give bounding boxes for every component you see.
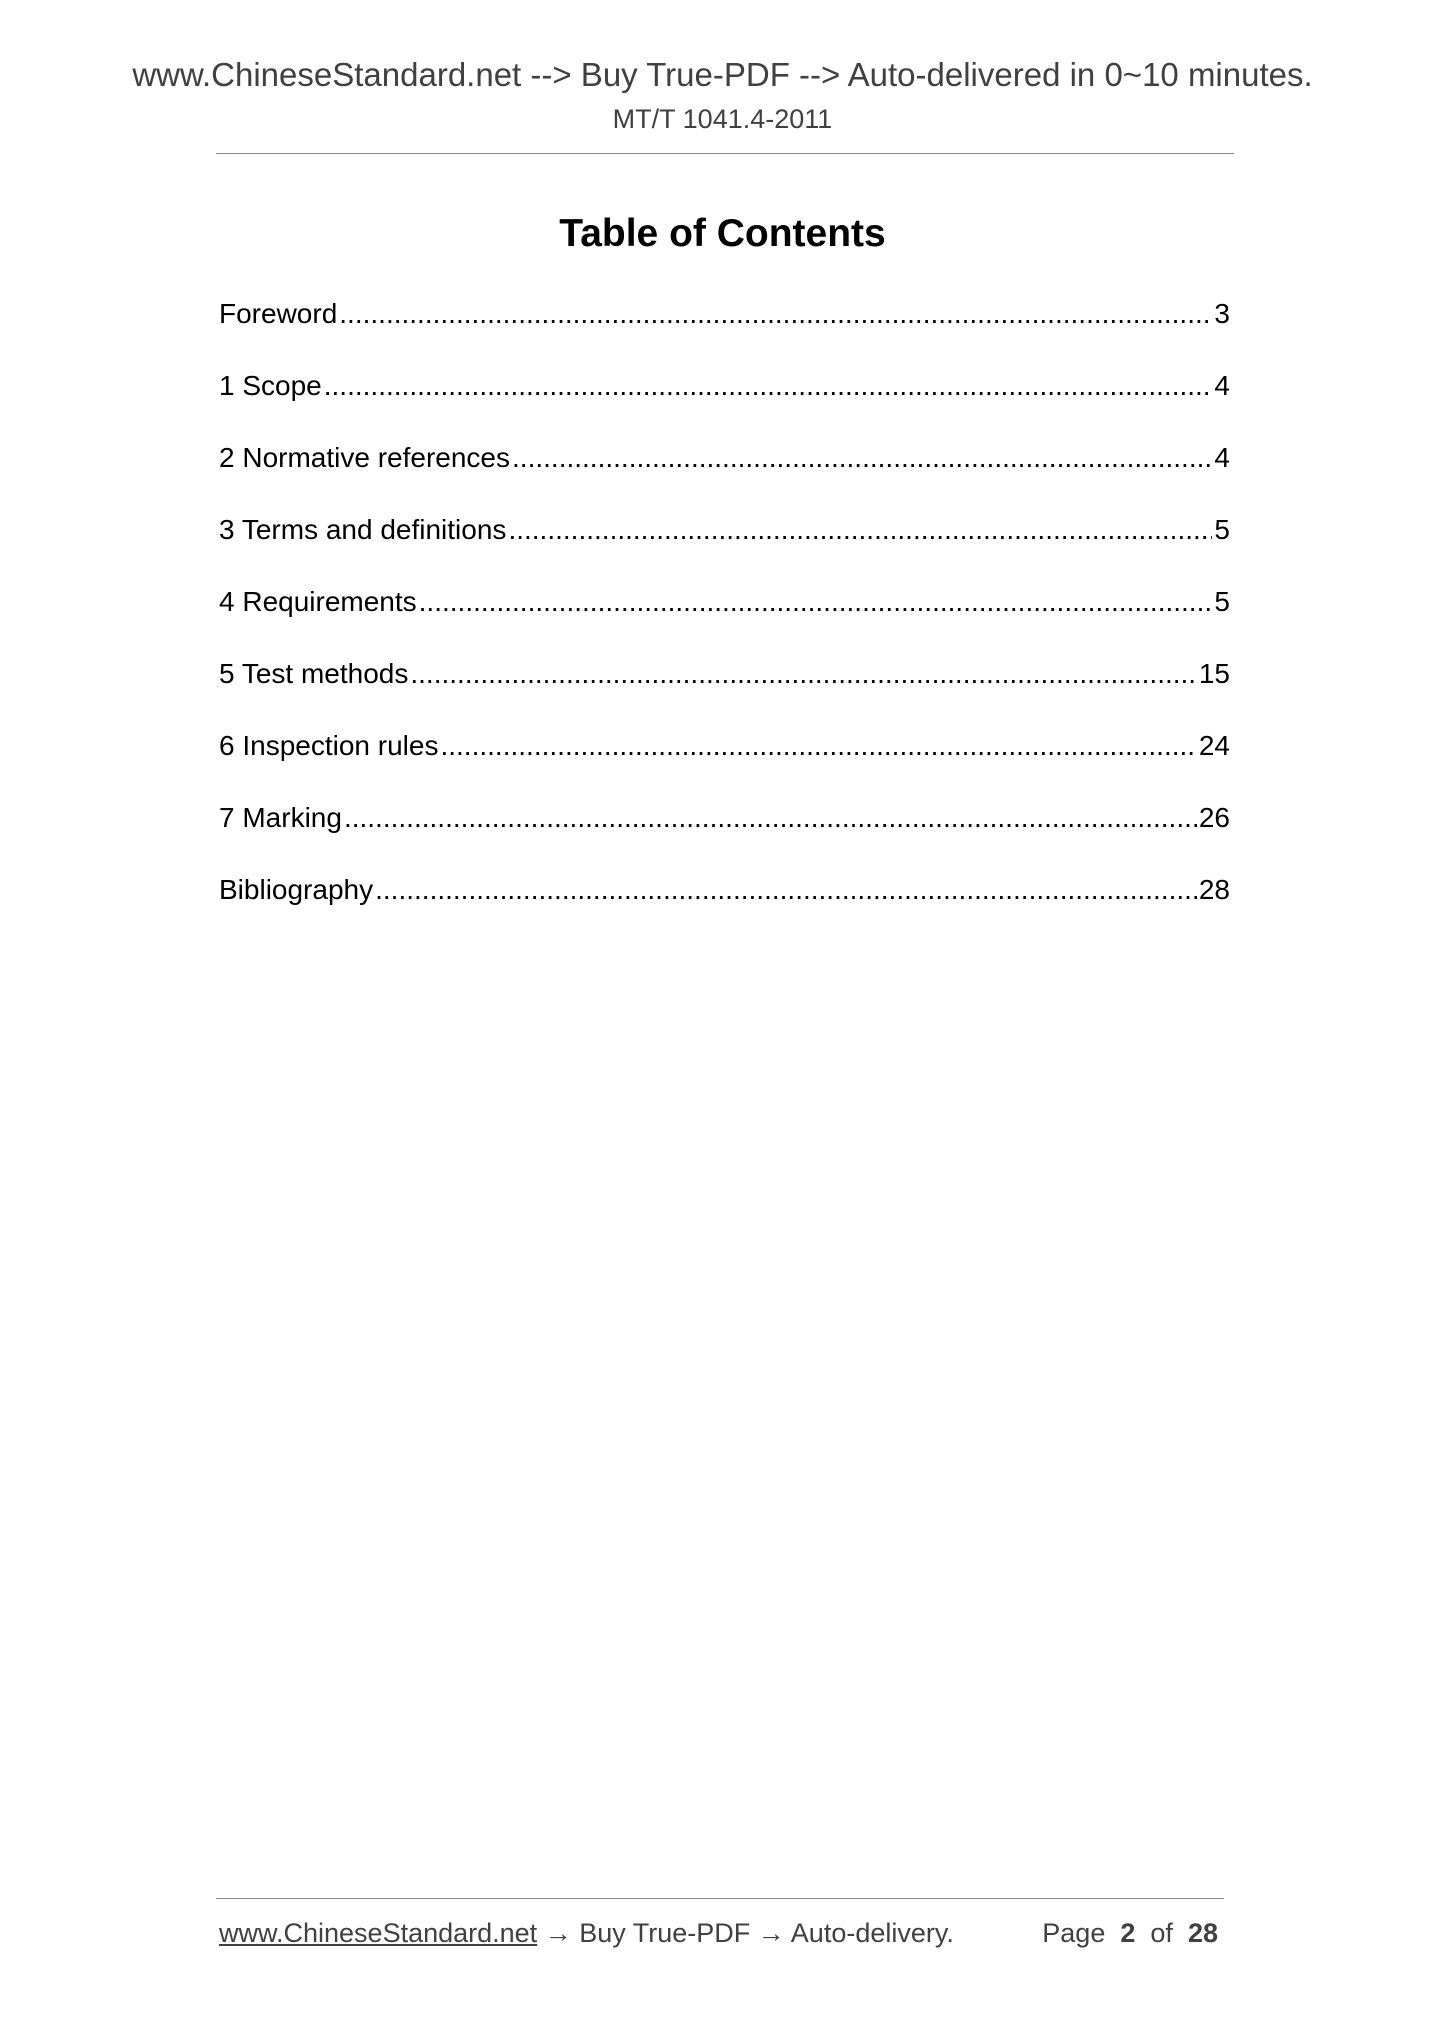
toc-dot-leader [375, 874, 1197, 906]
footer-promo [219, 1918, 954, 1949]
footer-buy-text: Buy True-PDF [579, 1918, 751, 1948]
page-label: Page [1042, 1918, 1106, 1948]
toc-entry-terms-and-definitions[interactable] [219, 514, 1230, 586]
toc-entry-label: 5 Test methods [219, 658, 409, 689]
toc-entry-page: 3 [1214, 298, 1230, 329]
toc-entry-label: Foreword [219, 298, 338, 329]
toc-entry-page: 28 [1198, 874, 1230, 905]
toc-dot-leader [339, 298, 1212, 330]
toc-entry-normative-references[interactable] [219, 442, 1230, 514]
toc-entry-test-methods[interactable] [219, 658, 1230, 730]
toc-dot-leader [512, 442, 1212, 474]
toc-entry-page: 26 [1198, 802, 1230, 833]
footer-divider [216, 1898, 1224, 1899]
page-indicator [1042, 1918, 1218, 1949]
toc-dot-leader [410, 658, 1196, 690]
current-page-number: 2 [1120, 1918, 1136, 1948]
toc-entry-label: 4 Requirements [219, 586, 417, 617]
toc-entry-marking[interactable] [219, 802, 1230, 874]
document-number: MT/T 1041.4-2011 [612, 104, 833, 134]
toc-entry-page: 5 [1214, 514, 1230, 545]
total-pages-number: 28 [1187, 1918, 1218, 1948]
toc-dot-leader [419, 586, 1213, 618]
toc-entry-page: 4 [1214, 442, 1230, 473]
header-banner: www.ChineseStandard.net --> Buy True-PDF --> Auto-delivered in 0~10 minutes. [132, 56, 1313, 93]
page-title: Table of Contents [559, 212, 886, 255]
of-label: of [1150, 1918, 1173, 1948]
toc-entry-requirements[interactable] [219, 586, 1230, 658]
toc-entry-label: 1 Scope [219, 370, 322, 401]
footer-site-link[interactable]: www.ChineseStandard.net [219, 1918, 538, 1948]
footer-delivery-text: Auto-delivery. [790, 1918, 954, 1948]
toc-entry-page: 24 [1198, 730, 1230, 761]
toc-entry-inspection-rules[interactable] [219, 730, 1230, 802]
toc-entry-label: 2 Normative references [219, 442, 511, 473]
header-divider [216, 153, 1234, 154]
toc-entry-bibliography[interactable] [219, 874, 1230, 946]
toc-dot-leader [344, 802, 1197, 834]
table-of-contents [219, 298, 1230, 946]
toc-entry-page: 4 [1214, 370, 1230, 401]
toc-dot-leader [440, 730, 1196, 762]
toc-entry-foreword[interactable] [219, 298, 1230, 370]
toc-dot-leader [324, 370, 1213, 402]
toc-entry-scope[interactable] [219, 370, 1230, 442]
toc-entry-label: 7 Marking [219, 802, 342, 833]
toc-entry-label: Bibliography [219, 874, 374, 905]
arrow-right-icon: → [757, 1918, 785, 1948]
arrow-right-icon: → [544, 1918, 572, 1948]
toc-entry-label: 3 Terms and definitions [219, 514, 507, 545]
toc-entry-page: 15 [1198, 658, 1230, 689]
toc-entry-page: 5 [1214, 586, 1230, 617]
toc-dot-leader [508, 514, 1212, 546]
toc-entry-label: 6 Inspection rules [219, 730, 439, 761]
